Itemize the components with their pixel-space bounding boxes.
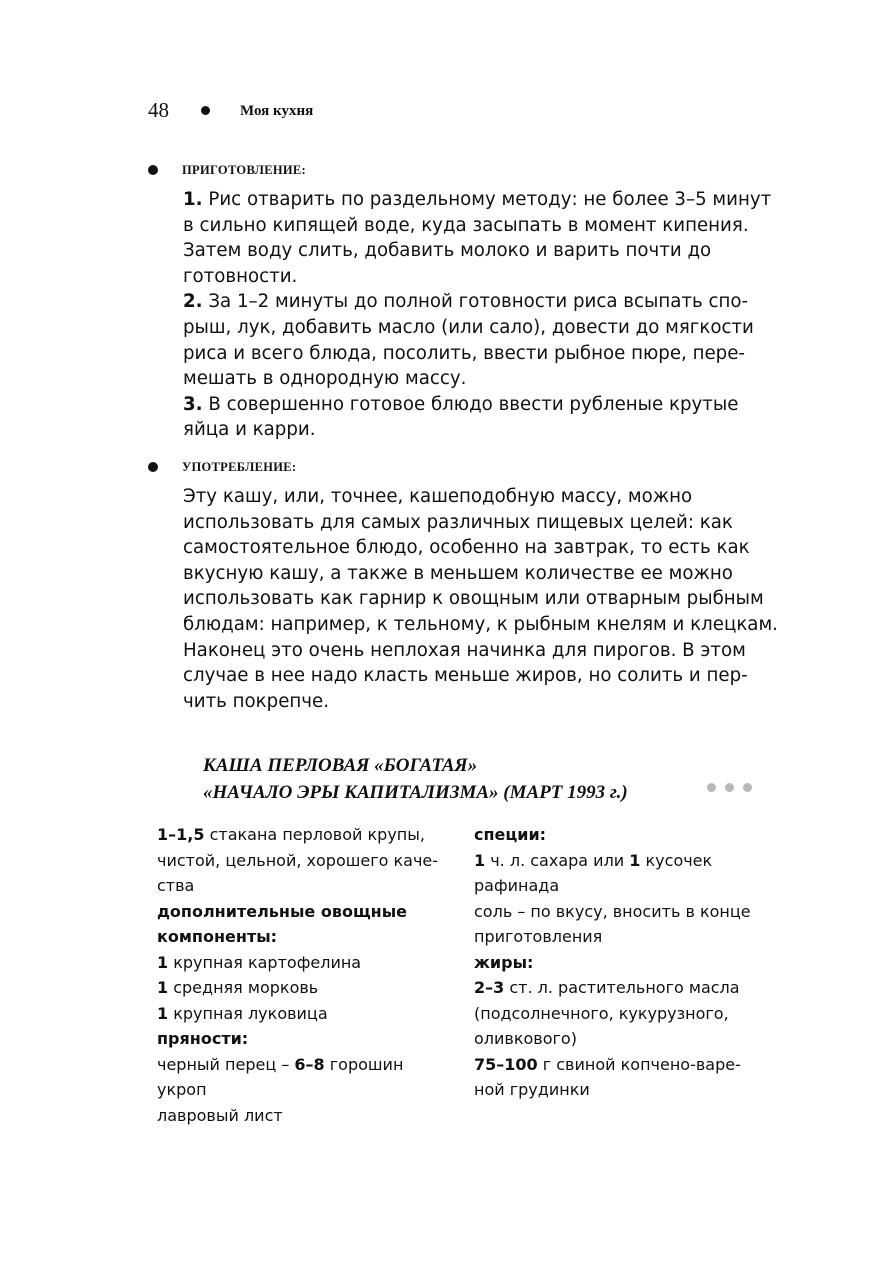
step-line: рыш, лук, добавить масло (или сало), довести до мягкости <box>183 316 754 338</box>
ingredient-text: оливкового) <box>474 1029 577 1048</box>
dot-icon <box>707 783 716 792</box>
ingredient-emphasis: специи: <box>474 825 547 844</box>
ingredient-text: ной грудинки <box>474 1080 590 1099</box>
ingredient-line <box>157 848 462 874</box>
ingredient-text: рафинада <box>474 876 560 895</box>
step-line <box>183 392 793 418</box>
ingredient-text: ст. л. растительного масла <box>504 978 740 997</box>
ingredient-line <box>474 1052 794 1078</box>
step-line <box>183 289 793 315</box>
ingredient-line <box>157 822 462 848</box>
step-line <box>183 187 793 213</box>
usage-label: УПОТРЕБЛЕНИЕ: <box>182 460 297 474</box>
ingredient-line <box>157 873 462 899</box>
preparation-steps <box>183 187 793 443</box>
ingredient-line <box>157 924 462 950</box>
ingredient-text: приготовления <box>474 927 603 946</box>
ingredient-line <box>474 975 794 1001</box>
step-number: 1. <box>183 189 203 210</box>
ingredient-line <box>474 873 794 899</box>
ingredient-line <box>474 924 794 950</box>
ingredient-emphasis: 1 <box>157 1003 169 1023</box>
ingredient-emphasis: жиры: <box>474 952 534 972</box>
ingredient-line <box>474 1077 794 1103</box>
ingredient-emphasis: 2–3 <box>474 978 505 997</box>
ingredient-emphasis: 75–100 <box>474 1054 538 1074</box>
step-number: 2. <box>183 291 203 313</box>
usage-line: Наконец это очень неплохая начинка для пирогов. В этом <box>183 639 746 661</box>
ingredient-line <box>157 1026 462 1052</box>
usage-line: самостоятельное блюдо, особенно на завтрак, то есть как <box>183 537 750 559</box>
dot-icon <box>743 783 752 792</box>
ingredient-line <box>157 975 462 1001</box>
usage-line: случае в нее надо класть меньше жиров, но солить и пер- <box>183 665 748 687</box>
step-text: В совершенно готовое блюдо ввести рубленые крутые <box>208 393 739 415</box>
ingredient-emphasis: 1 <box>157 978 169 997</box>
ingredient-line <box>474 822 794 848</box>
ingredient-text: лавровый лист <box>157 1105 283 1125</box>
ingredient-emphasis: дополнительные овощные <box>157 901 408 921</box>
header-bullet-icon <box>201 106 210 115</box>
ingredient-line <box>157 1001 462 1027</box>
recipe-title-line-2: «НАЧАЛО ЭРЫ КАПИТАЛИЗМА» (МАРТ 1993 г.) <box>203 782 628 803</box>
usage-line: Эту кашу, или, точнее, кашеподобную массу, можно <box>183 486 693 507</box>
ingredient-text: стакана перловой крупы, <box>204 825 425 844</box>
ingredient-emphasis: 1 <box>474 850 486 870</box>
ingredient-line <box>157 1103 462 1129</box>
ingredient-text: черный перец – <box>157 1054 295 1074</box>
ingredient-line <box>157 1052 462 1078</box>
step-line: мешать в однородную массу. <box>183 368 467 390</box>
ingredient-text: укроп <box>157 1080 207 1099</box>
ingredient-line <box>157 899 462 925</box>
bullet-icon <box>148 165 158 175</box>
page-number: 48 <box>148 98 169 122</box>
step-line: яйца и карри. <box>183 419 316 441</box>
ingredients-right-column <box>474 822 794 1103</box>
ingredient-emphasis: пряности: <box>157 1029 249 1048</box>
ingredient-text: крупная картофелина <box>168 952 362 972</box>
preparation-label: ПРИГОТОВЛЕНИЕ: <box>182 163 306 177</box>
ingredient-emphasis: 6–8 <box>294 1054 325 1074</box>
ingredient-text: крупная луковица <box>168 1003 328 1023</box>
bullet-icon <box>148 462 158 472</box>
usage-line: вкусную кашу, а также в меньшем количестве ее можно <box>183 562 733 584</box>
ingredient-emphasis: 1–1,5 <box>157 825 205 844</box>
recipe-title <box>203 752 628 806</box>
step-line: готовности. <box>183 265 298 287</box>
step-line: Затем воду слить, добавить молоко и варить почти до <box>183 240 712 262</box>
usage-line: использовать для самых различных пищевых целей: как <box>183 511 733 533</box>
ingredient-line <box>474 1026 794 1052</box>
usage-line: использовать как гарнир к овощным или отварным рыбным <box>183 588 764 610</box>
ingredient-text: соль – по вкусу, вносить в конце <box>474 901 751 921</box>
ingredients-left-column <box>157 822 462 1128</box>
ingredient-text: ч. л. сахара или <box>485 850 630 870</box>
step-text: За 1–2 минуты до полной готовности риса всыпать спо- <box>208 291 749 313</box>
ingredient-emphasis: 1 <box>629 850 641 870</box>
step-text: Рис отварить по раздельному методу: не более 3–5 минут <box>208 189 772 210</box>
ingredient-text: г свиной копчено-варе- <box>537 1054 741 1074</box>
running-title: Моя кухня <box>240 103 314 119</box>
step-line: риса и всего блюда, посолить, ввести рыбное пюре, пере- <box>183 342 745 364</box>
ingredient-line <box>157 1077 462 1103</box>
ingredient-line <box>474 899 794 925</box>
ingredient-line <box>474 848 794 874</box>
step-line: в сильно кипящей воде, куда засыпать в момент кипения. <box>183 214 749 236</box>
ingredient-line <box>474 1001 794 1027</box>
ingredient-text: средняя морковь <box>168 978 319 997</box>
ingredient-emphasis: 1 <box>157 952 169 972</box>
ingredient-line <box>474 950 794 976</box>
ingredient-text: ства <box>157 876 195 895</box>
ingredient-emphasis: компоненты: <box>157 927 278 946</box>
step-2 <box>183 289 793 391</box>
usage-line: блюдам: например, к тельному, к рыбным кнелям и клецкам. <box>183 613 778 635</box>
usage-text <box>183 484 793 714</box>
ingredient-text: горошин <box>324 1054 404 1074</box>
step-3 <box>183 392 793 443</box>
ingredient-line <box>157 950 462 976</box>
ingredient-text: кусочек <box>640 850 713 870</box>
usage-line: чить покрепче. <box>183 690 330 712</box>
recipe-title-line-1: КАША ПЕРЛОВАЯ «БОГАТАЯ» <box>203 755 478 776</box>
dot-icon <box>725 783 734 792</box>
step-number: 3. <box>183 393 203 415</box>
ingredient-text: чистой, цельной, хорошего каче- <box>157 850 439 870</box>
ingredient-text: (подсолнечного, кукурузного, <box>474 1003 729 1023</box>
step-1 <box>183 187 793 289</box>
decorative-dots <box>707 783 757 795</box>
